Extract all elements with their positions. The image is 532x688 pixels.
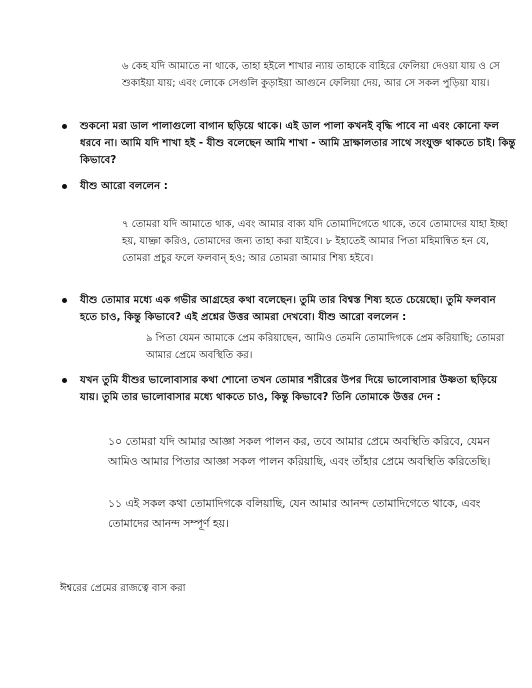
bullet-dot	[62, 378, 67, 383]
bullet-dot	[62, 184, 67, 189]
bullet-paragraph-3	[80, 292, 516, 326]
verse-6: ৬ কেহ যদি আমাতে না থাকে, তাহা হইলে শাখার ন্যায় তাহাকে বাহিরে ফেলিয়া দেওয়া যায় ও সে শুকাইয়া যায়; এবং লোকে সেগুলি কুড়াইয়া আগুনে ফেলিয়া দেয়, আর সে সকল পুড়িয়া যায়।	[122, 61, 500, 89]
bullet-dot	[62, 124, 67, 129]
footer-title: ঈশ্বরের প্রেমের রাজত্বে বাস করা	[60, 583, 186, 594]
bullet-dot	[62, 298, 67, 303]
verse-11: ১১ এই সকল কথা তোমাদিগকে বলিয়াছি, যেন আমার আনন্দ তোমাদিগেতে থাকে, এবং তোমাদের আনন্দ সম্পূর্ণ হয়।	[108, 497, 481, 530]
bullet-paragraph-1	[80, 118, 516, 169]
bullet-text-1: শুকনো মরা ডাল পালাগুলো বাগান ছড়িয়ে থাকে। এই ডাল পালা কখনই বৃদ্ধি পাবে না এবং কোনো ফল ধরবে না। আমি যদি শাখা হই - যীশু বলেছেন আমি শাখা - আমি দ্রাক্ষালতার সাথে সংযুক্ত থাকতে চাই। কিন্তু কিভাবে?	[80, 121, 516, 166]
bullet-paragraph-4	[80, 372, 516, 406]
verse-9: ৯ পিতা যেমন আমাকে প্রেম করিয়াছেন, আমিও তেমনি তোমাদিগকে প্রেম করিয়াছি; তোমরা আমার প্রেমে অবস্থিতি কর।	[146, 333, 505, 361]
bullet-text-3: যীশু তোমার মধ্যে এক গভীর আগ্রহের কথা বলেছেন। তুমি তার বিশ্বস্ত শিষ্য হতে চেয়েছো। তুমি ফলবান হতে চাও, কিন্তু কিভাবে? এই প্রশ্নের উত্তর আমরা দেখবো। যীশু আরো বললেন :	[80, 295, 496, 323]
bullet-paragraph-2	[80, 178, 516, 195]
bullet-text-4: যখন তুমি যীশুর ভালোবাসার কথা শোনো তখন তোমার শরীরের উপর দিয়ে ভালোবাসার উষ্ণতা ছড়িয়ে যায়। তুমি তার ভালোবাসার মধ্যে থাকতে চাও, কিন্তু কিভাবে? তিনি তোমাকে উত্তর দেন :	[80, 375, 498, 403]
bullet-text-2: যীশু আরো বললেন :	[80, 181, 168, 192]
verse-10: ১০ তোমরা যদি আমার আজ্ঞা সকল পালন কর, তবে আমার প্রেমে অবস্থিতি করিবে, যেমন আমিও আমার পিতার আজ্ঞা সকল পালন করিয়াছি, এবং তাঁহার প্রেমে অবস্থিতি করিতেছি।	[108, 435, 491, 468]
verse-7-8: ৭ তোমরা যদি আমাতে থাক, এবং আমার বাক্য যদি তোমাদিগেতে থাকে, তবে তোমাদের যাহা ইচ্ছা হয়, যাচ্ঞা করিও, তোমাদের জন্য তাহা করা যাইবে। ৮ ইহাতেই আমার পিতা মহিমান্বিত হন যে, তোমরা প্রচুর ফলে ফলবান্ হও; আর তোমরা আমার শিষ্য হইবে।	[122, 219, 508, 264]
